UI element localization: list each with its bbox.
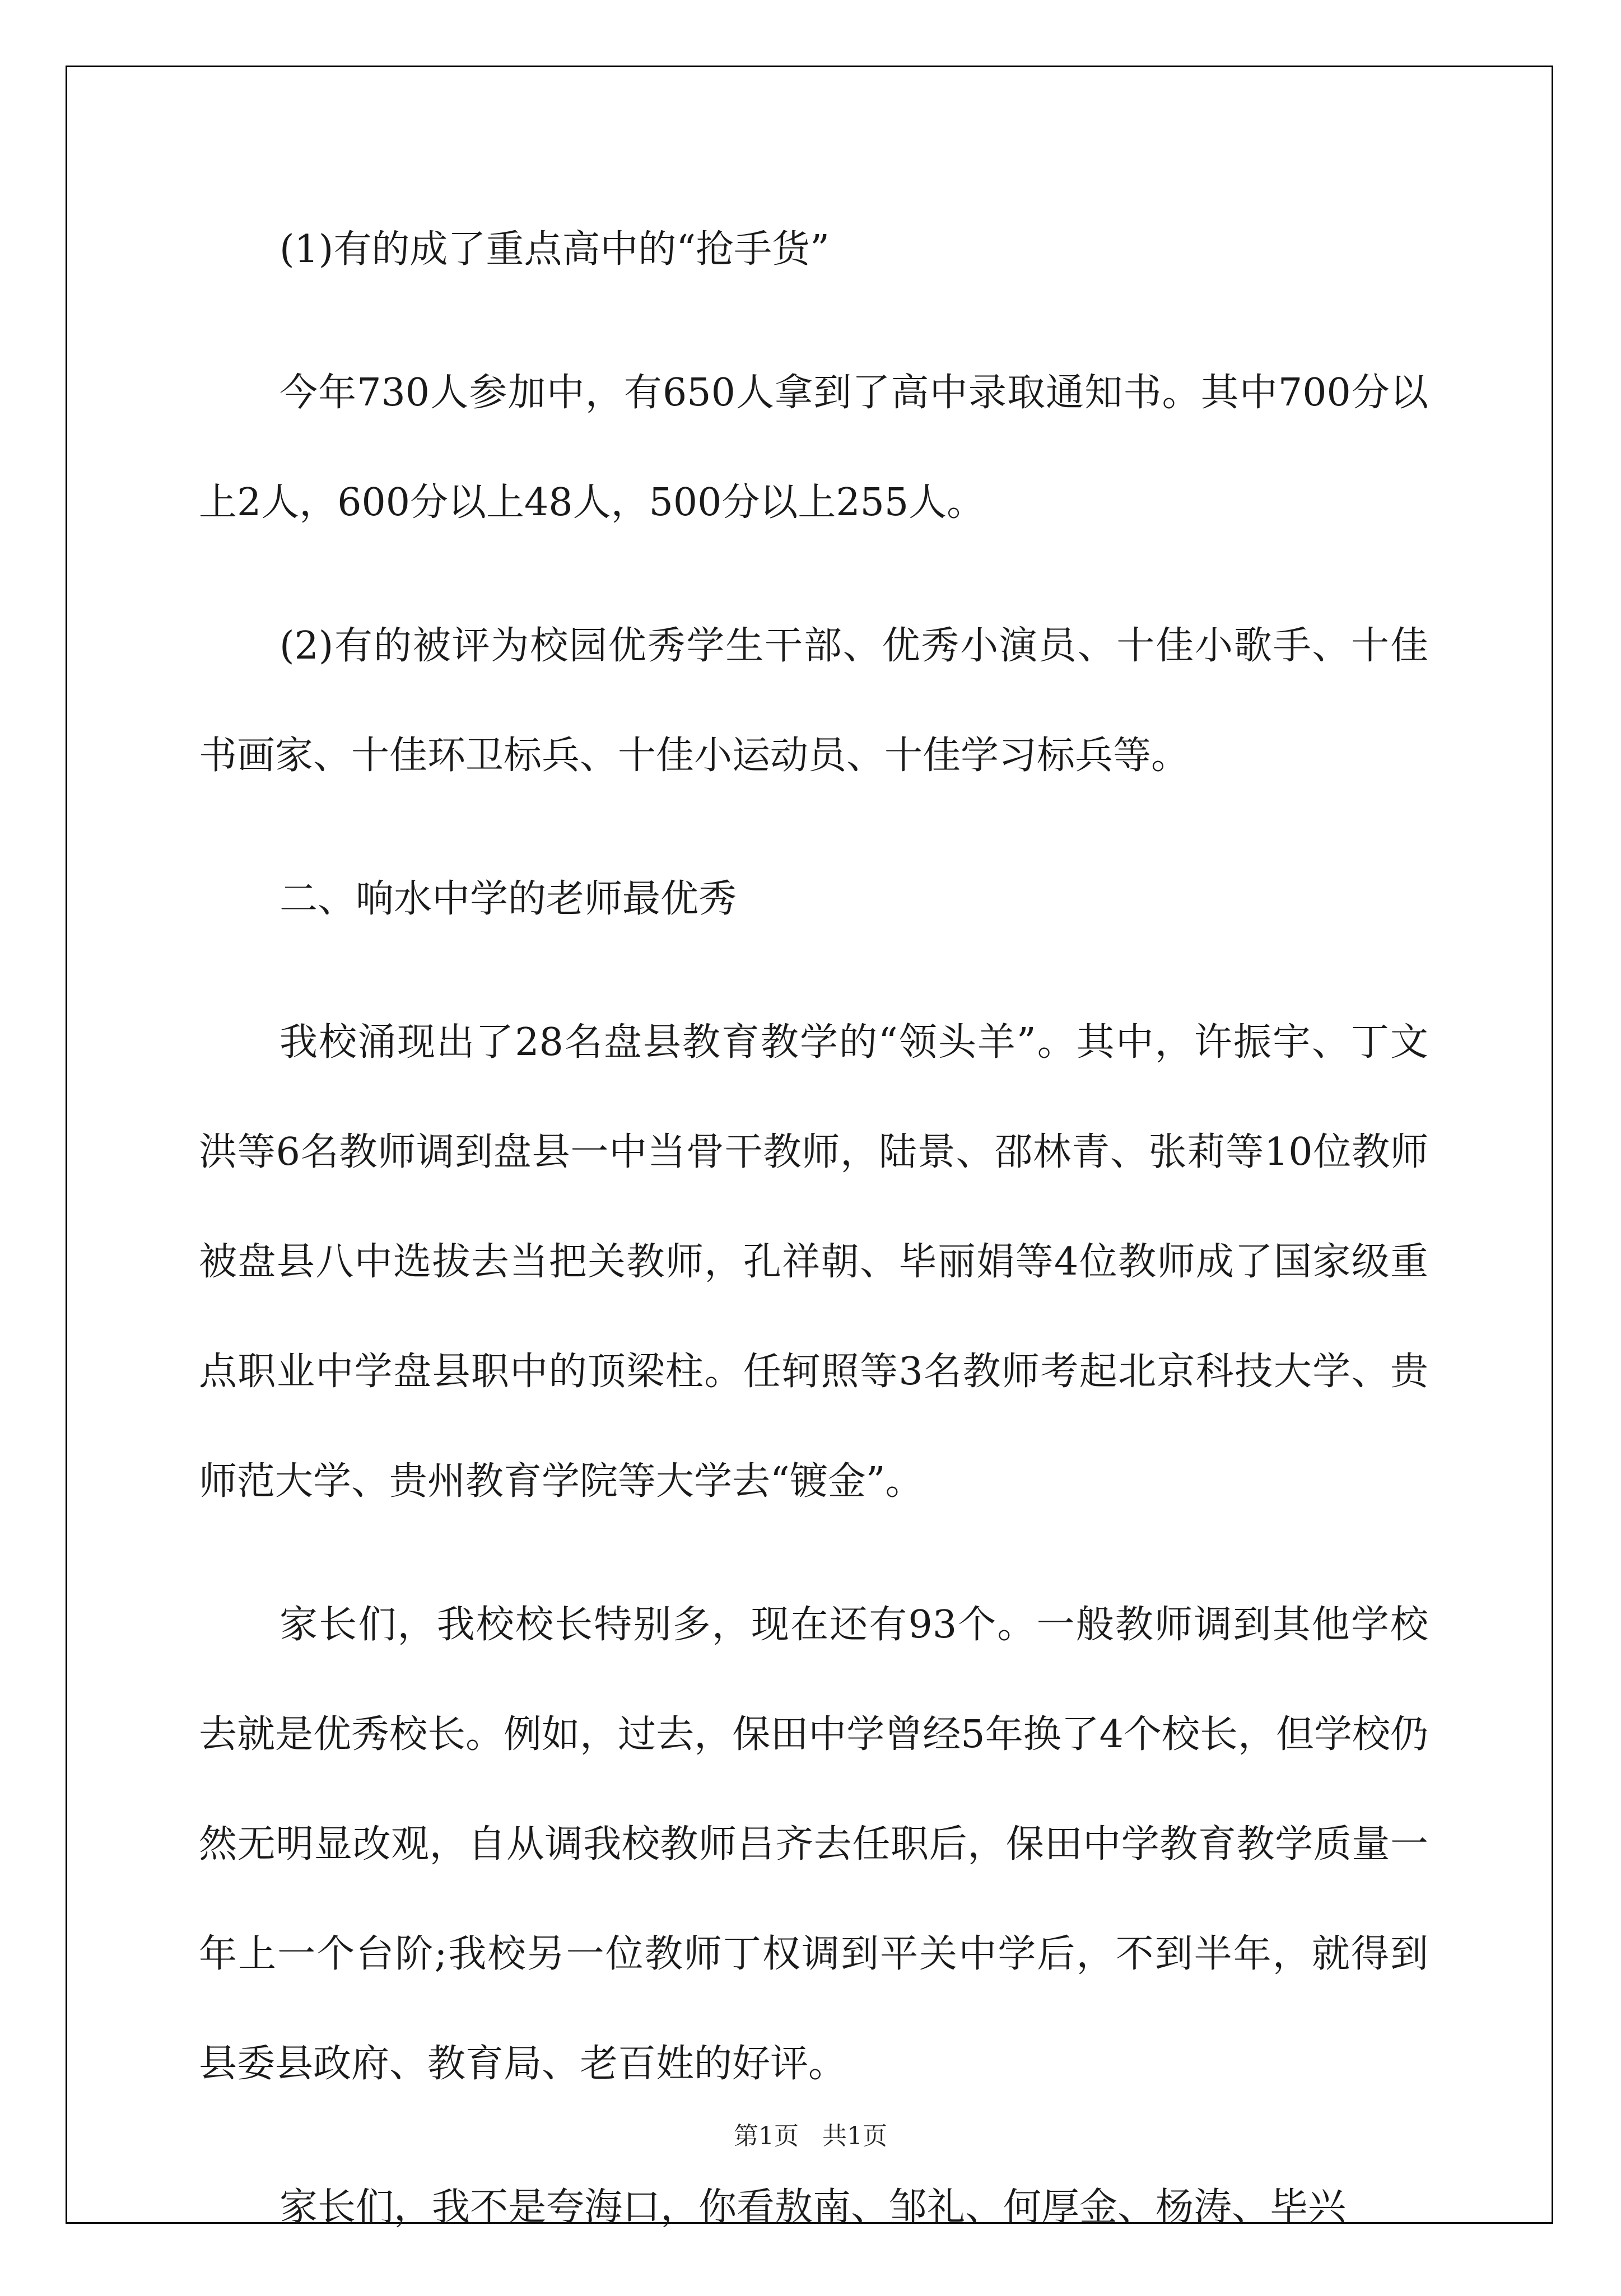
paragraph-6: 家长们，我校校长特别多，现在还有93个。一般教师调到其他学校去就是优秀校长。例如，过去，保田中学曾经5年换了4个校长，但学校仍然无明显改观，自从调我校教师吕齐去任职后，保田中学教育教学质量一年上一个台阶;我校另一位教师丁权调到平关中学后，不到半年，就得到县委县政府、教育局、老百姓的好评。	[199, 1603, 1428, 2086]
document-body	[199, 195, 1428, 2296]
page-number: 第1页	[734, 2122, 799, 2150]
page-footer	[0, 2116, 1621, 2152]
paragraph-5: 我校涌现出了28名盘县教育教学的“领头羊”。其中，许振宇、丁文洪等6名教师调到盘县一中当骨干教师，陆景、邵林青、张莉等10位教师被盘县八中选拔去当把关教师，孔祥朝、毕丽娟等4位教师成了国家级重点职业中学盘县职中的顶梁柱。任轲照等3名教师考起北京科技大学、贵师范大学、贵州教育学院等大学去“镀金”。	[199, 1020, 1428, 1504]
paragraph-1: (1)有的成了重点高中的“抢手货”	[280, 227, 830, 272]
paragraph-3: (2)有的被评为校园优秀学生干部、优秀小演员、十佳小歌手、十佳书画家、十佳环卫标兵、十佳小运动员、十佳学习标兵等。	[199, 624, 1428, 778]
paragraph-2: 今年730人参加中，有650人拿到了高中录取通知书。其中700分以上2人，600分以上48人，500分以上255人。	[199, 371, 1428, 525]
section-heading: 二、响水中学的老师最优秀	[280, 877, 737, 921]
paragraph-7: 家长们，我不是夸海口，你看敖南、邹礼、何厚金、杨涛、毕兴	[280, 2185, 1347, 2229]
page-total: 共1页	[822, 2122, 887, 2150]
